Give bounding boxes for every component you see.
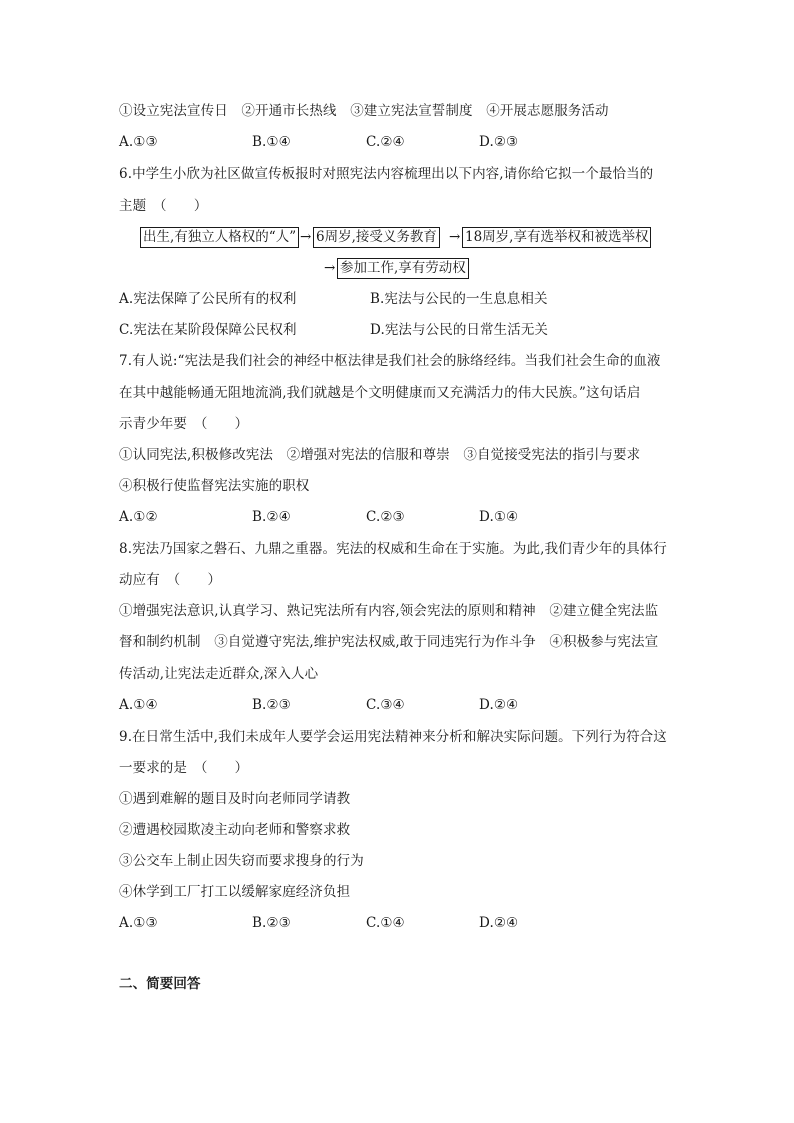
q9-option-b: B.②③ xyxy=(252,915,291,931)
q8-statements-line1: ①增强宪法意识,认真学习、熟记宪法所有内容,领会宪法的原则和精神 ②建立健全宪法监 xyxy=(119,603,659,619)
q7-option-d: D.①④ xyxy=(479,509,519,525)
flow-box-age18: 18周岁,享有选举权和被选举权 xyxy=(462,227,651,248)
q8-statements-line2: 督和制约机制 ③自觉遵守宪法,维护宪法权威,敢于同违宪行为作斗争 ④积极参与宪法宣 xyxy=(119,634,659,650)
q7-statements-line2: ④积极行使监督宪法实施的职权 xyxy=(119,478,310,494)
q9-item-1: ①遇到难解的题目及时向老师同学请教 xyxy=(119,791,351,807)
q8-option-a: A.①④ xyxy=(119,697,158,713)
q5-option-d: D.②③ xyxy=(479,134,519,150)
q6-option-c: C.宪法在某阶段保障公民权利 xyxy=(119,322,297,338)
q8-stem-line1: 8.宪法乃国家之磐石、九鼎之重器。宪法的权威和生命在于实施。为此,我们青少年的具体行 xyxy=(119,541,667,557)
q6-stem-line2: 主题 （ ） xyxy=(119,198,208,214)
flow-box-work: 参加工作,享有劳动权 xyxy=(337,258,469,279)
q8-option-b: B.②③ xyxy=(252,697,291,713)
q8-option-d: D.②④ xyxy=(479,697,519,713)
q9-option-a: A.①③ xyxy=(119,915,158,931)
q5-statements: ①设立宪法宣传日 ②开通市长热线 ③建立宪法宣誓制度 ④开展志愿服务活动 xyxy=(119,103,609,119)
q8-statements-line3: 传活动,让宪法走近群众,深入人心 xyxy=(119,666,319,682)
q8-option-c: C.③④ xyxy=(366,697,405,713)
q5-option-b: B.①④ xyxy=(252,134,291,150)
q6-option-a: A.宪法保障了公民所有的权利 xyxy=(119,291,297,307)
q9-option-d: D.②④ xyxy=(479,915,519,931)
q7-stem-line3: 示青少年要 （ ） xyxy=(119,416,249,432)
flow-arrow-1: → xyxy=(300,229,312,245)
flow-box-birth: 出生,有独立人格权的“人” xyxy=(140,227,299,248)
q7-stem-line1: 7.有人说:“宪法是我们社会的神经中枢法律是我们社会的脉络经纬。当我们社会生命的血液 xyxy=(119,353,661,369)
q5-option-c: C.②④ xyxy=(366,134,405,150)
q6-option-d: D.宪法与公民的日常生活无关 xyxy=(370,322,549,338)
q9-stem-line2: 一要求的是 （ ） xyxy=(119,760,249,776)
q9-option-c: C.①④ xyxy=(366,915,405,931)
flow-box-age6: 6周岁,接受义务教育 xyxy=(313,227,440,248)
q6-flow-diagram xyxy=(0,0,794,300)
q6-stem-line1: 6.中学生小欣为社区做宣传板报时对照宪法内容梳理出以下内容,请你给它拟一个最恰当的 xyxy=(119,166,654,182)
q7-option-a: A.①② xyxy=(119,509,158,525)
q6-option-b: B.宪法与公民的一生息息相关 xyxy=(370,291,548,307)
flow-arrow-3: → xyxy=(324,260,336,276)
q7-option-b: B.②④ xyxy=(252,509,291,525)
q9-item-2: ②遭遇校园欺凌主动向老师和警察求救 xyxy=(119,822,351,838)
section-heading-short-answer: 二、简要回答 xyxy=(119,976,201,992)
flow-arrow-2: → xyxy=(449,229,461,245)
q7-statements-line1: ①认同宪法,积极修改宪法 ②增强对宪法的信服和尊崇 ③自觉接受宪法的指引与要求 xyxy=(119,447,641,463)
q9-item-4: ④休学到工厂打工以缓解家庭经济负担 xyxy=(119,884,351,900)
q5-option-a: A.①③ xyxy=(119,134,158,150)
q7-option-c: C.②③ xyxy=(366,509,405,525)
q7-stem-line2: 在其中越能畅通无阻地流淌,我们就越是个文明健康而又充满活力的伟大民族。”这句话启 xyxy=(119,385,641,401)
q9-stem-line1: 9.在日常生活中,我们未成年人要学会运用宪法精神来分析和解决实际问题。下列行为符合这 xyxy=(119,729,667,745)
q9-item-3: ③公交车上制止因失窃而要求搜身的行为 xyxy=(119,853,364,869)
q8-stem-line2: 动应有 （ ） xyxy=(119,572,222,588)
